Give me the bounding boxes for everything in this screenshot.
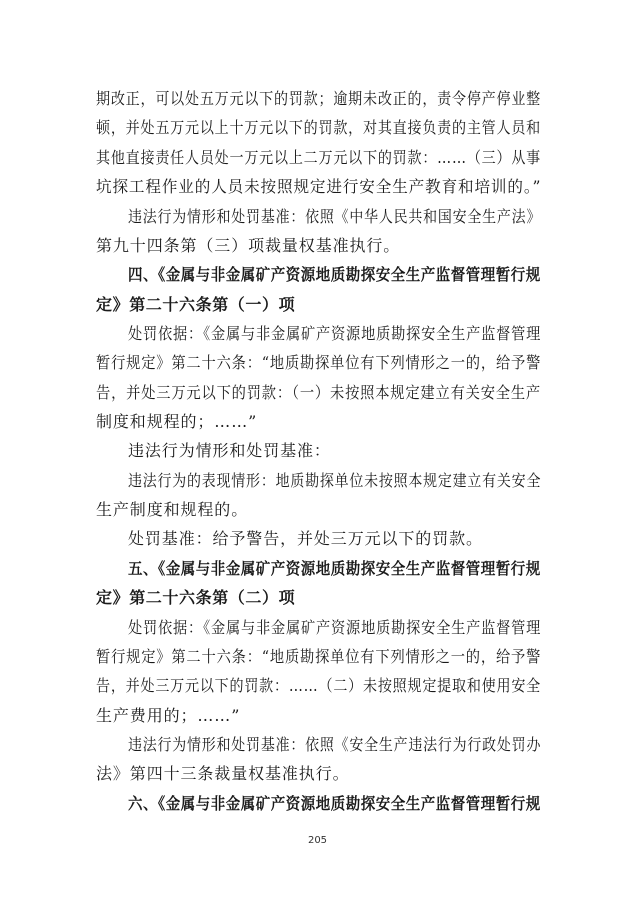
- section-heading: 定》第二十六条第（二）项: [96, 588, 296, 607]
- text-line: 违法行为情形和处罚基准：: [128, 441, 331, 460]
- text-line: 坑探工程作业的人员未按照规定进行安全生产教育和培训的。”: [96, 177, 542, 196]
- text-line: 处罚基准：给予警告，并处三万元以下的罚款。: [128, 529, 483, 548]
- text-line: 期改正，可以处五万元以下的罚款；逾期未改正的，责令停产停业整: [96, 89, 542, 108]
- page-number: 205: [307, 835, 328, 846]
- text-line: 法》第四十三条裁量权基准执行。: [96, 764, 350, 783]
- text-line: 违法行为情形和处罚基准：依照《安全生产违法行为行政处罚办: [128, 735, 542, 754]
- section-heading: 四、《金属与非金属矿产资源地质勘探安全生产监督管理暂行规: [128, 265, 541, 284]
- section-heading: 六、《金属与非金属矿产资源地质勘探安全生产监督管理暂行规: [128, 794, 541, 813]
- section-heading: 定》第二十六条第（一）项: [96, 295, 296, 314]
- text-line: 顿，并处五万元以上十万元以下的罚款，对其直接负责的主管人员和: [96, 118, 542, 137]
- text-line: 其他直接责任人员处一万元以上二万元以下的罚款：……（三）从事: [96, 148, 542, 167]
- text-line: 处罚依据：《金属与非金属矿产资源地质勘探安全生产监督管理: [128, 324, 542, 343]
- text-line: 违法行为情形和处罚基准：依照《中华人民共和国安全生产法》: [128, 207, 542, 226]
- text-line: 暂行规定》第二十六条：“地质勘探单位有下列情形之一的，给予警: [96, 647, 542, 666]
- text-line: 告，并处三万元以下的罚款：……（二）未按照规定提取和使用安全: [96, 676, 542, 695]
- section-heading: 五、《金属与非金属矿产资源地质勘探安全生产监督管理暂行规: [128, 559, 541, 578]
- text-line: 暂行规定》第二十六条：“地质勘探单位有下列情形之一的，给予警: [96, 353, 542, 372]
- text-line: 生产制度和规程的。: [96, 500, 249, 519]
- text-line: 第九十四条第（三）项裁量权基准执行。: [96, 236, 401, 255]
- text-line: 处罚依据：《金属与非金属矿产资源地质勘探安全生产监督管理: [128, 618, 542, 637]
- text-line: 违法行为的表现情形：地质勘探单位未按照本规定建立有关安全: [128, 471, 542, 490]
- text-line: 生产费用的；……”: [96, 706, 241, 725]
- text-line: 告，并处三万元以下的罚款：（一）未按照本规定建立有关安全生产: [96, 383, 542, 402]
- text-line: 制度和规程的；……”: [96, 412, 258, 431]
